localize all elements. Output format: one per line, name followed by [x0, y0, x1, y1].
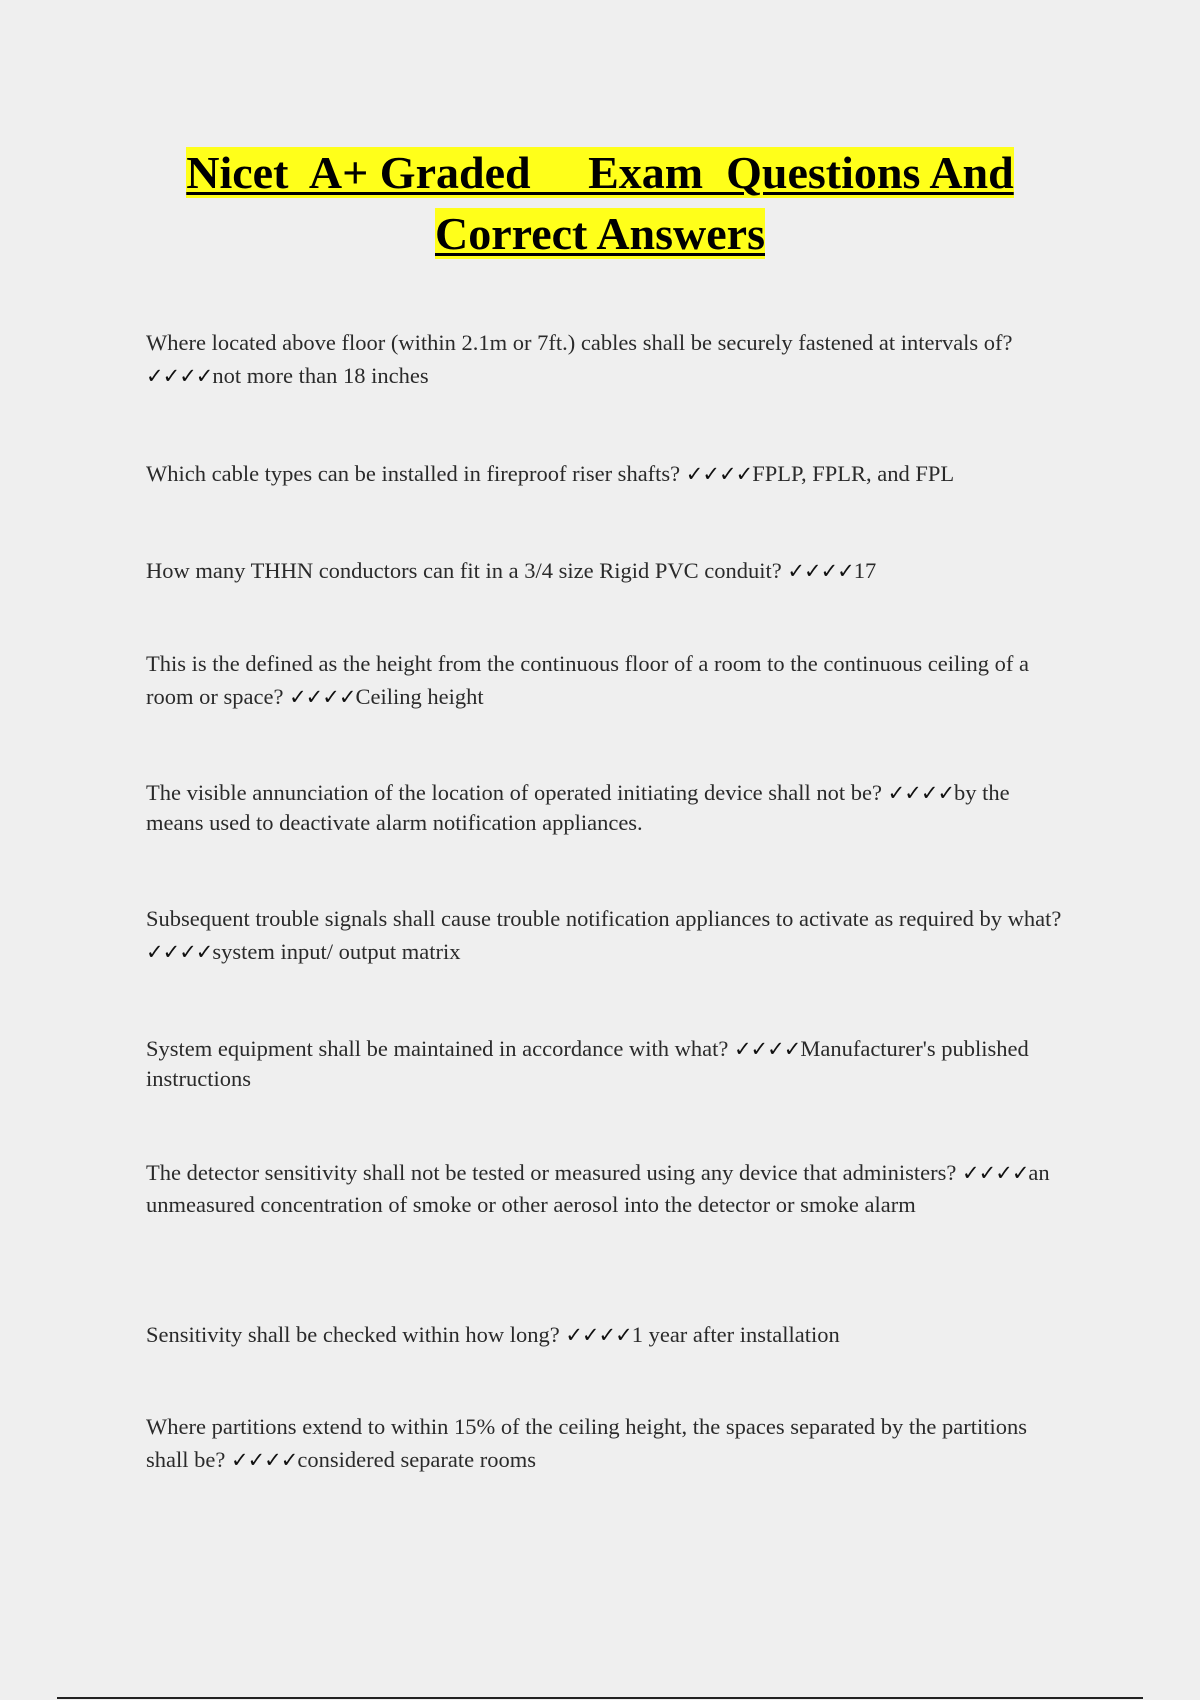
answer-text: FPLP, FPLR, and FPL: [752, 461, 955, 486]
qa-item: [146, 902, 1066, 969]
answer-text: 1 year after installation: [631, 1322, 840, 1347]
question-text: System equipment shall be maintained in accordance with what?: [146, 1036, 734, 1061]
qa-item: [146, 326, 1066, 393]
checkmark-icon: ✓✓✓✓: [887, 781, 955, 805]
qa-item: [146, 1318, 1066, 1352]
title-line-1: Nicet A+ Graded Exam Questions And: [186, 147, 1014, 198]
checkmark-icon: ✓✓✓✓: [685, 462, 753, 486]
answer-text: Ceiling height: [355, 684, 484, 709]
qa-item: [146, 1410, 1066, 1477]
checkmark-icon: ✓✓✓✓: [962, 1161, 1029, 1185]
checkmark-icon: ✓✓✓✓: [733, 1037, 801, 1061]
checkmark-icon: ✓✓✓✓: [146, 364, 213, 388]
question-text: The detector sensitivity shall not be tested or measured using any device that administers?: [146, 1160, 963, 1185]
qa-item: [146, 1034, 1066, 1094]
title-line-2: Correct Answers: [435, 208, 765, 259]
question-text: Subsequent trouble signals shall cause trouble notification appliances to activate as required by what?: [146, 906, 1062, 931]
checkmark-icon: ✓✓✓✓: [230, 1448, 298, 1472]
answer-text: Manufacturer's published instructions: [146, 1036, 1029, 1091]
checkmark-icon: ✓✓✓✓: [289, 685, 356, 709]
question-text: Sensitivity shall be checked within how long?: [146, 1322, 566, 1347]
page-bottom-divider: [57, 1697, 1143, 1699]
qa-item: [146, 647, 1066, 714]
answer-text: considered separate rooms: [297, 1447, 537, 1472]
checkmark-icon: ✓✓✓✓: [565, 1323, 632, 1347]
question-text: Where located above floor (within 2.1m or 7ft.) cables shall be securely fastened at intervals of?: [146, 330, 1013, 355]
answer-text: 17: [853, 558, 877, 583]
document-title: [0, 142, 1200, 264]
answer-text: by the means used to deactivate alarm notification appliances.: [146, 780, 1010, 835]
qa-item: [146, 457, 1066, 491]
qa-item: [146, 778, 1066, 838]
answer-text: system input/ output matrix: [212, 939, 461, 964]
qa-item: [146, 1157, 1066, 1220]
checkmark-icon: ✓✓✓✓: [146, 940, 213, 964]
qa-item: [146, 554, 1066, 588]
question-text: The visible annunciation of the location of operated initiating device shall not be?: [146, 780, 888, 805]
question-text: How many THHN conductors can fit in a 3/4 size Rigid PVC conduit?: [146, 558, 788, 583]
checkmark-icon: ✓✓✓✓: [787, 559, 854, 583]
answer-text: not more than 18 inches: [212, 363, 429, 388]
question-text: Which cable types can be installed in fireproof riser shafts?: [146, 461, 686, 486]
question-text: Where partitions extend to within 15% of the ceiling height, the spaces separated by the partitions shall be?: [146, 1414, 1027, 1472]
question-text: This is the defined as the height from the continuous floor of a room to the continuous ceiling of a room or space?: [146, 651, 1029, 709]
answer-text: an unmeasured concentration of smoke or other aerosol into the detector or smoke alarm: [146, 1160, 1050, 1217]
